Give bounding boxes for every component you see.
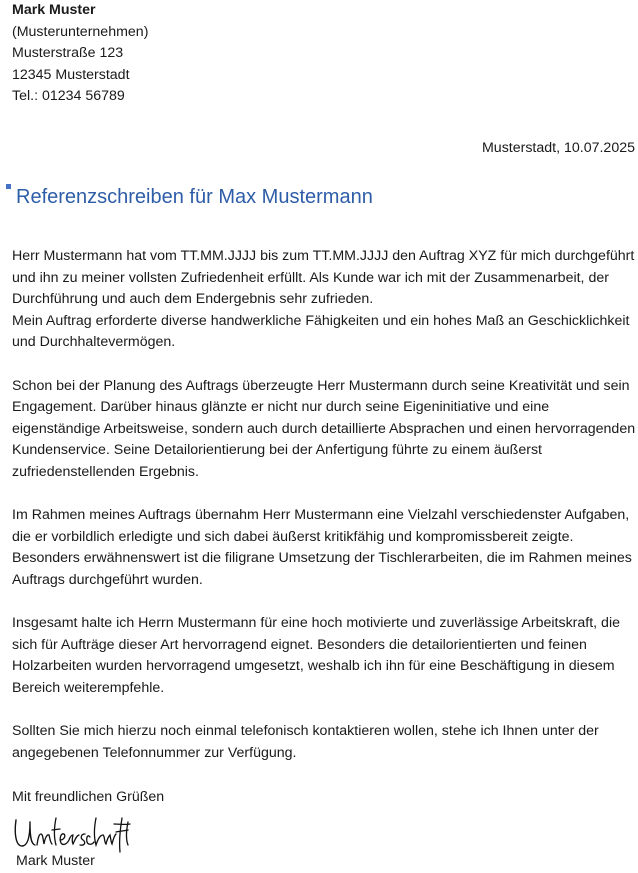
- sender-name: Mark Muster: [12, 2, 96, 18]
- handwritten-signature: [10, 812, 134, 856]
- date-line: Musterstadt, 10.07.2025: [481, 140, 635, 156]
- page-title: Referenzschreiben für Max Mustermann: [16, 186, 373, 208]
- sender-company: (Musterunternehmen): [12, 23, 149, 40]
- paragraph: Insgesamt halte ich Herrn Mustermann für eine hoch motivierte und zuverlässige Arbeitskraft, die sich für Aufträge dieser Art hervorragend eignet. Besonders die detailorientierten und feinen Holzarbeiten wurden hervorragend umgesetzt, weshalb ich ihn für eine Beschäftigung in diesem Bereich weiterempfehle.: [12, 615, 620, 696]
- paragraph: Herr Mustermann hat vom TT.MM.JJJJ bis zum TT.MM.JJJJ den Auftrag XYZ für mich durchgeführt und ihn zu meiner vollsten Zufriedenheit erfüllt. Als Kunde war ich mit der Zusammenarbeit, der Durchführung und auch dem Endergebnis sehr zufrieden.: [12, 248, 635, 308]
- closing-line: Mit freundlichen Grüßen: [12, 789, 165, 805]
- signer-name: Mark Muster: [16, 853, 95, 869]
- sender-block: [12, 0, 148, 108]
- sender-phone: Tel.: 01234 56789: [12, 88, 125, 105]
- paragraph: Mein Auftrag erforderte diverse handwerkliche Fähigkeiten und ein hohes Maß an Geschicklichkeit und Durchhaltevermögen.: [12, 312, 630, 351]
- letter-body: [12, 246, 636, 786]
- paragraph: Im Rahmen meines Auftrags übernahm Herr Mustermann eine Vielzahl verschiedenster Aufgaben, die er vorbildlich erledigte und sich dabei äußerst kritikfähig und kompromissbereit zeigte. Besonders erwähnenswert ist die filigrane Umsetzung der Tischlerarbeiten, die im Rahmen meines Auftrags durchgeführt wurden.: [12, 507, 632, 588]
- paragraph-group-1: [12, 246, 636, 354]
- paragraph: Sollten Sie mich hierzu noch einmal telefonisch kontaktieren wollen, stehe ich Ihnen unter der angegebenen Telefonnummer zur Verfügung.: [12, 723, 599, 761]
- sender-city: 12345 Musterstadt: [12, 66, 130, 83]
- paragraph: Schon bei der Planung des Auftrags überzeugte Herr Mustermann durch seine Kreativität und sein Engagement. Darüber hinaus glänzte er nicht nur durch seine Eigeninitiative und eine eigenständige Arbeitsweise, sondern auch durch detaillierte Absprachen und einen hervorragenden Kundenservice. Seine Detailorientierung bei der Anfertigung führte zu einem äußerst zufriedenstellenden Ergebnis.: [12, 377, 636, 480]
- sender-street: Musterstraße 123: [12, 45, 124, 62]
- title-marker-icon: [6, 184, 11, 189]
